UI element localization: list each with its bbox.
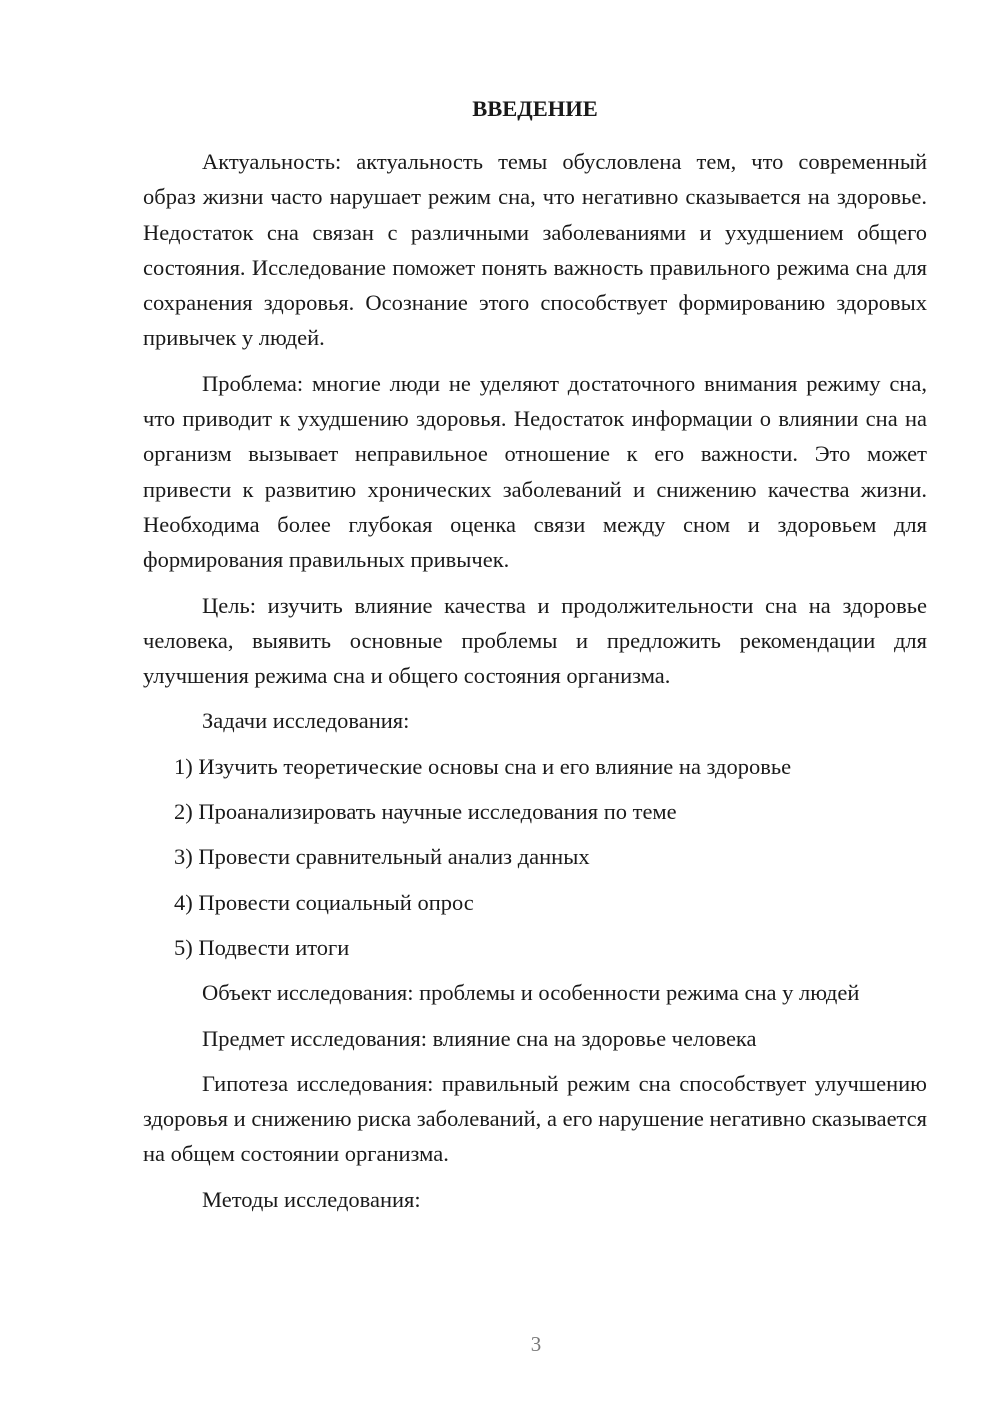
list-item: 4) Провести социальный опрос [174, 889, 474, 915]
list-item: 1) Изучить теоретические основы сна и его влияние на здоровье [174, 753, 792, 779]
paragraph-object: Объект исследования: проблемы и особенности режима сна у людей [202, 980, 860, 1006]
list-item: 3) Провести сравнительный анализ данных [174, 844, 590, 870]
methods-heading: Методы исследования: [202, 1186, 421, 1212]
list-item: 2) Проанализировать научные исследования по теме [174, 799, 677, 825]
page-content [143, 92, 927, 1227]
paragraph-hypothesis: Гипотеза исследования: правильный режим сна способствует улучшению здоровья и снижению риска заболеваний, а его нарушение негативно сказывается на общем состоянии организма. [143, 1070, 927, 1167]
tasks-list [143, 749, 927, 965]
page-title: ВВЕДЕНИЕ [472, 96, 598, 121]
paragraph-goal: Цель: изучить влияние качества и продолжительности сна на здоровье человека, выявить основные проблемы и предложить рекомендации для улучшения режима сна и общего состояния организма. [143, 592, 927, 689]
list-item: 5) Подвести итоги [174, 934, 350, 960]
tasks-heading: Задачи исследования: [202, 708, 410, 734]
paragraph-subject: Предмет исследования: влияние сна на здоровье человека [202, 1025, 757, 1051]
page-number: 3 [530, 1332, 542, 1356]
paragraph-relevance: Актуальность: актуальность темы обусловлена тем, что современный образ жизни часто нарушает режим сна, что негативно сказывается на здоровье. Недостаток сна связан с различными заболеваниями и ухудшением общего состояния. Исследование поможет понять важность правильного режима сна для сохранения здоровья. Осознание этого способствует формированию здоровых привычек у людей. [143, 149, 927, 351]
paragraph-problem: Проблема: многие люди не уделяют достаточного внимания режиму сна, что приводит к ухудшению здоровья. Недостаток информации о влиянии сна на организм вызывает неправильное отношение к его важности. Это может привести к развитию хронических заболеваний и снижению качества жизни. Необходима более глубокая оценка связи между сном и здоровьем для формирования правильных привычек. [143, 370, 927, 573]
